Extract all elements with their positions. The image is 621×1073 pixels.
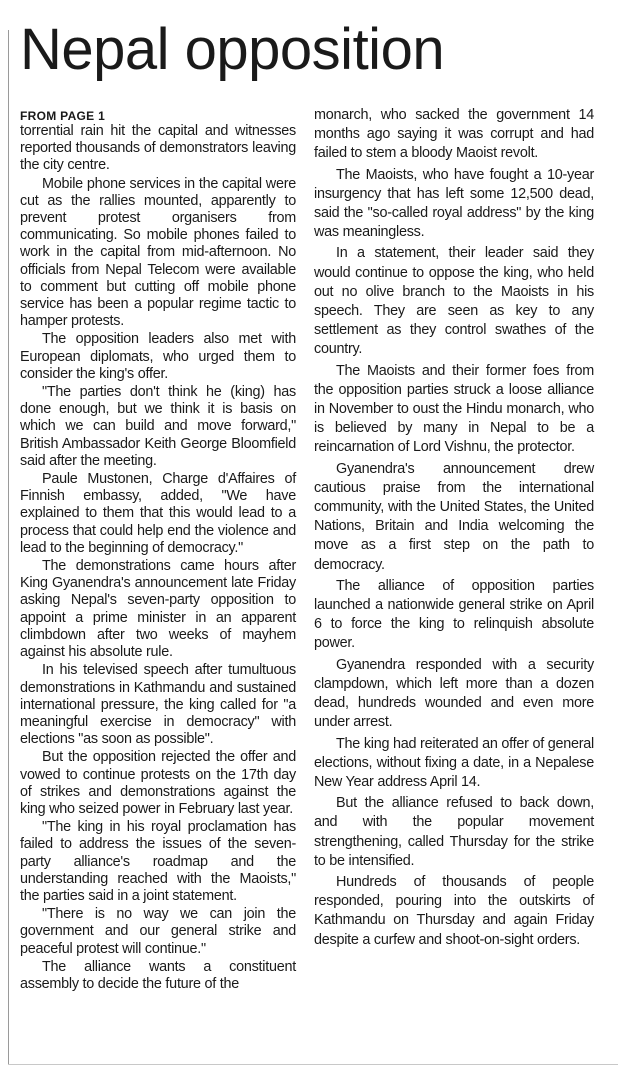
headline: Nepal opposition bbox=[20, 17, 445, 82]
bottom-rule bbox=[8, 1064, 618, 1065]
paragraph: The alliance wants a constituent assembly to decide the future of the bbox=[20, 958, 296, 992]
paragraph: The opposition leaders also met with European diplomats, who urged them to consider the king's offer. bbox=[20, 331, 296, 382]
paragraph: The Maoists and their former foes from the opposition parties struck a loose alliance in November to oust the Hindu monarch, who is believed by many in Nepal to be a reincarnation of Lord Vishnu, the protector. bbox=[314, 362, 594, 456]
paragraph: The Maoists, who have fought a 10-year insurgency that has left some 12,500 dead, said the "so-called royal address" by the king was meaningless. bbox=[314, 166, 594, 241]
paragraph: The demonstrations came hours after King Gyanendra's announcement late Friday asking Nepal's seven-party opposition to appoint a prime minister in an apparent climbdown after two weeks of mayhem against his absolute rule. bbox=[20, 558, 296, 661]
paragraph: "The king in his royal proclamation has failed to address the issues of the seven-party alliance's roadmap and the understanding reached with the Maoists," the parties said in a joint statement. bbox=[20, 819, 296, 904]
paragraph: Gyanendra's announcement drew cautious praise from the international community, with the United States, the United Nations, Britain and India welcoming the move as a first step on the path to democracy. bbox=[314, 460, 594, 573]
paragraph: torrential rain hit the capital and witnesses reported thousands of demonstrators leaving the city centre. bbox=[20, 123, 296, 174]
left-column-rule bbox=[8, 30, 9, 1065]
paragraph: monarch, who sacked the government 14 months ago saying it was corrupt and had failed to stem a bloody Maoist revolt. bbox=[314, 107, 594, 162]
left-column bbox=[20, 108, 296, 994]
paragraph: "There is no way we can join the government and our general strike and peaceful protest will continue." bbox=[20, 906, 296, 957]
paragraph: Hundreds of thousands of people responded, pouring into the outskirts of Kathmandu on Thursday and again Friday despite a curfew and shoot-on-sight orders. bbox=[314, 873, 594, 948]
paragraph: In a statement, their leader said they would continue to oppose the king, who held out no olive branch to the Maoists in his speech. They are seen as key to any settlement as they control swathes of the country. bbox=[314, 245, 594, 358]
paragraph: But the alliance refused to back down, and with the popular movement strengthening, called Thursday for the strike to be intensified. bbox=[314, 795, 594, 869]
paragraph: The alliance of opposition parties launched a nationwide general strike on April 6 to force the king to relinquish absolute power. bbox=[314, 577, 594, 652]
paragraph: Mobile phone services in the capital were cut as the rallies mounted, apparently to prevent protest organisers from communicating. So mobile phones failed to work in the capital from mid-afternoon. No officials from Nepal Telecom were available to comment but cutting off mobile phone service has been a popular regime tactic to hamper protests. bbox=[20, 175, 296, 330]
paragraph: The king had reiterated an offer of general elections, without fixing a date, in a Nepalese New Year address April 14. bbox=[314, 735, 594, 790]
paragraph: Paule Mustonen, Charge d'Affaires of Finnish embassy, added, "We have explained to them that this would lead to a process that could help end the violence and lead to the beginning of democracy." bbox=[20, 471, 296, 556]
right-column bbox=[314, 106, 594, 952]
paragraph: "The parties don't think he (king) has done enough, but we think it is basis on which we can build and move forward," British Ambassador Keith George Bloomfield said after the meeting. bbox=[20, 384, 296, 469]
paragraph: But the opposition rejected the offer and vowed to continue protests on the 17th day of strikes and demonstrations against the king who seized power in February last year. bbox=[20, 749, 296, 817]
paragraph: In his televised speech after tumultuous demonstrations in Kathmandu and sustained international pressure, the king called for "a meaningful exercise in democracy" with elections "as soon as possible". bbox=[20, 662, 296, 748]
paragraph: Gyanendra responded with a security clampdown, which left more than a dozen dead, hundreds wounded and even more under arrest. bbox=[314, 656, 594, 731]
kicker-from-page-1: FROM PAGE 1 bbox=[20, 109, 106, 123]
